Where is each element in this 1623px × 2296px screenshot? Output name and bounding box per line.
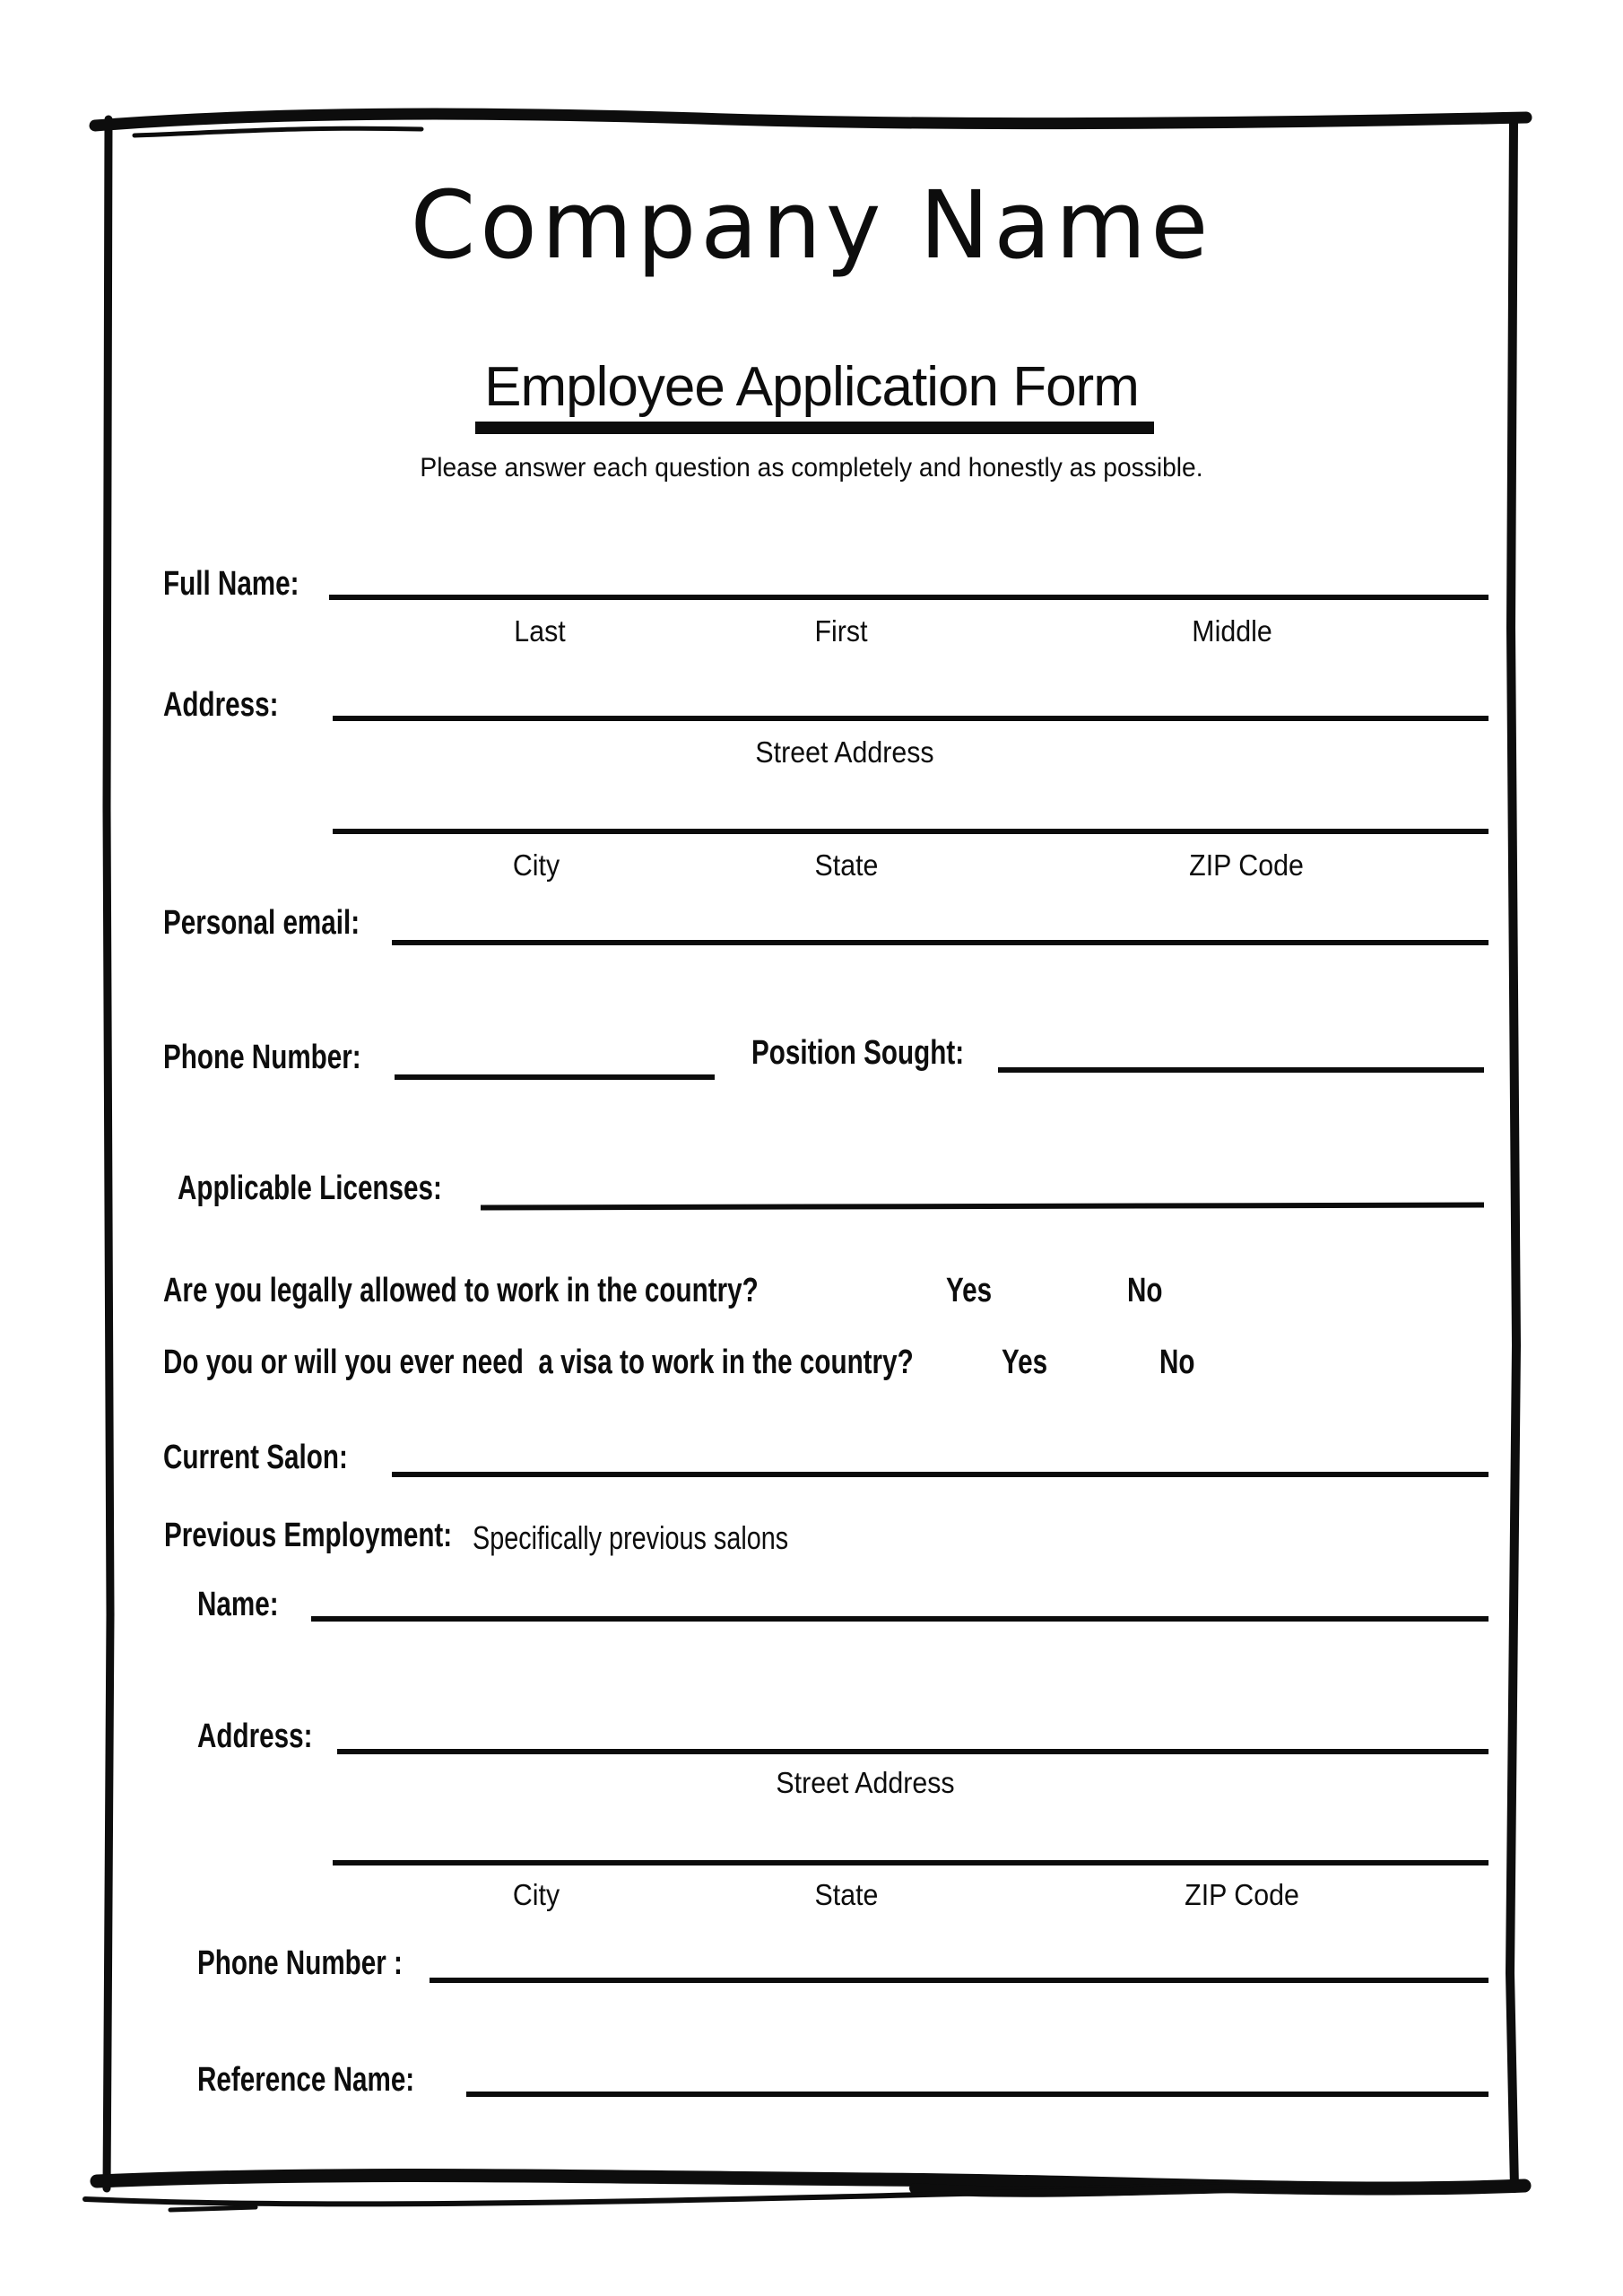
previous-address-street-sublabel: Street Address xyxy=(776,1766,955,1799)
position-sought-line[interactable] xyxy=(998,1067,1484,1073)
full-name-sublabel-middle: Middle xyxy=(1192,614,1272,648)
previous-address-city-state-zip-line[interactable] xyxy=(333,1860,1488,1866)
phone-number-line[interactable] xyxy=(395,1074,715,1080)
question-legal-work: Are you legally allowed to work in the country? xyxy=(163,1272,759,1309)
personal-email-line[interactable] xyxy=(392,940,1488,945)
question-visa-yes[interactable]: Yes xyxy=(1002,1344,1048,1381)
previous-phone-label: Phone Number : xyxy=(197,1944,403,1982)
full-name-label: Full Name: xyxy=(163,565,299,603)
question-visa-no[interactable]: No xyxy=(1159,1344,1195,1381)
previous-address-sublabel-state: State xyxy=(814,1878,879,1911)
form-title-underline xyxy=(475,422,1154,434)
previous-address-street-line[interactable] xyxy=(337,1749,1488,1754)
current-salon-label: Current Salon: xyxy=(163,1439,348,1476)
applicable-licenses-label: Applicable Licenses: xyxy=(178,1170,442,1207)
address-label: Address: xyxy=(163,686,279,724)
address-sublabel-state: State xyxy=(814,848,879,882)
question-visa: Do you or will you ever need a visa to work in the country? xyxy=(163,1344,914,1381)
phone-number-label: Phone Number: xyxy=(163,1039,361,1076)
address-sublabel-city: City xyxy=(512,848,560,882)
full-name-sublabel-first: First xyxy=(814,614,868,648)
previous-employment-note: Specifically previous salons xyxy=(473,1519,789,1556)
reference-name-line[interactable] xyxy=(466,2092,1488,2097)
form-title: Employee Application Form xyxy=(484,356,1139,418)
previous-phone-line[interactable] xyxy=(430,1978,1488,1983)
address-street-line[interactable] xyxy=(333,716,1488,721)
previous-address-sublabel-city: City xyxy=(512,1878,560,1911)
address-street-sublabel: Street Address xyxy=(755,735,934,769)
question-legal-work-no[interactable]: No xyxy=(1127,1272,1163,1309)
previous-address-label: Address: xyxy=(197,1718,313,1755)
position-sought-label: Position Sought: xyxy=(751,1034,965,1072)
previous-name-line[interactable] xyxy=(311,1616,1488,1622)
question-legal-work-yes[interactable]: Yes xyxy=(946,1272,993,1309)
personal-email-label: Personal email: xyxy=(163,904,360,942)
full-name-line[interactable] xyxy=(329,595,1488,600)
company-name-title: Company Name xyxy=(410,170,1213,280)
reference-name-label: Reference Name: xyxy=(197,2061,415,2099)
previous-name-label: Name: xyxy=(197,1586,279,1623)
previous-address-sublabel-zip: ZIP Code xyxy=(1185,1878,1299,1911)
address-city-state-zip-line[interactable] xyxy=(333,829,1488,834)
previous-employment-label: Previous Employment: xyxy=(164,1517,453,1554)
address-sublabel-zip: ZIP Code xyxy=(1189,848,1304,882)
current-salon-line[interactable] xyxy=(392,1472,1488,1477)
full-name-sublabel-last: Last xyxy=(514,614,566,648)
form-instructions: Please answer each question as completely and honestly as possible. xyxy=(420,453,1203,483)
